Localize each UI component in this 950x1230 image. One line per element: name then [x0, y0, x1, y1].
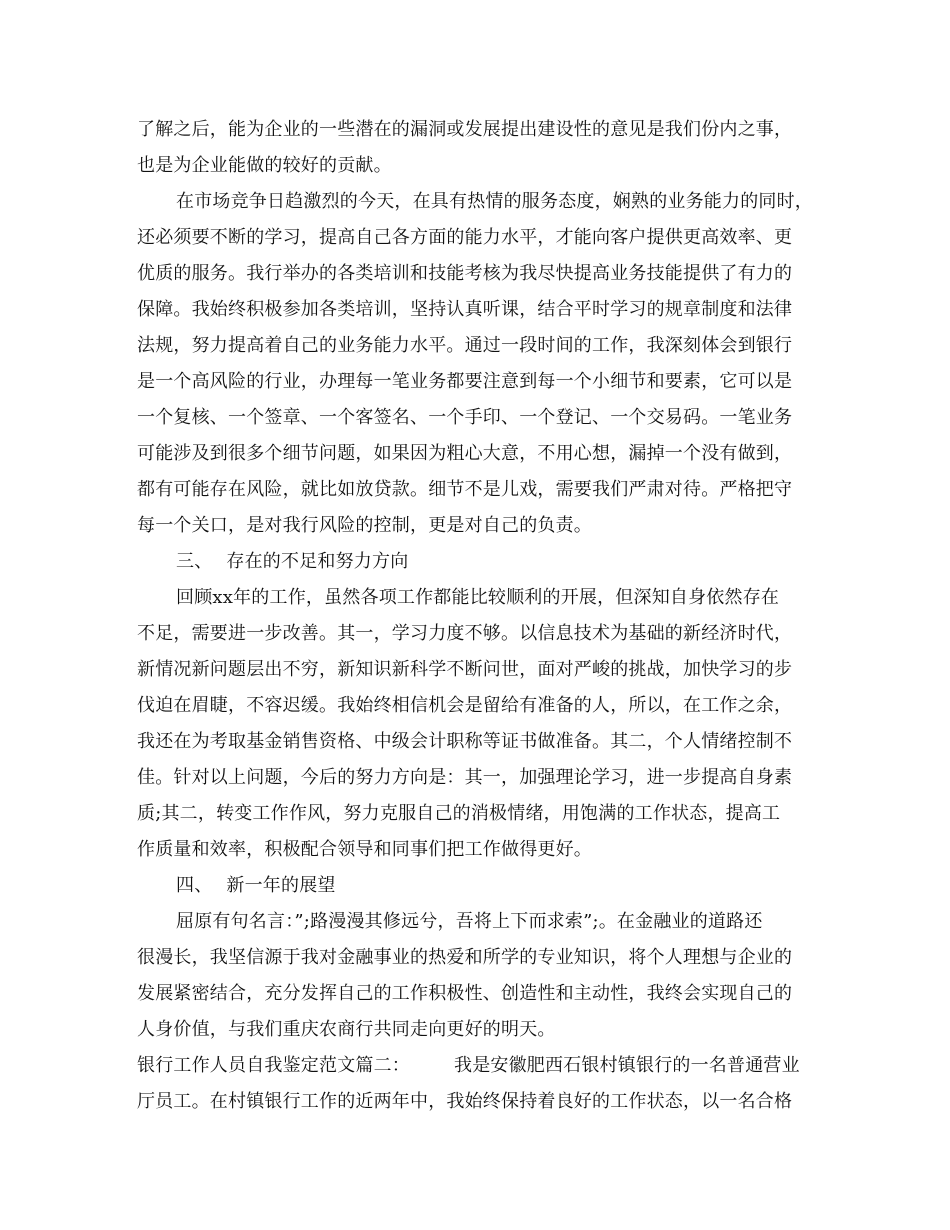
section-heading-3 — [176, 550, 408, 574]
paragraph-line: 了解之后，能为企业的一些潜在的漏洞或发展提出建设性的意见是我们份内之事， — [137, 119, 793, 140]
paragraph-line: 质;其二，转变工作作风，努力克服自己的消极情绪，用饱满的工作状态，提高工 — [137, 803, 781, 824]
paragraph-line: 人身价值，与我们重庆农商行共同走向更好的明天。 — [137, 1019, 556, 1040]
paragraph-line: 还必须要不断的学习，提高自己各方面的能力水平，才能向客户提供更高效率、更 — [137, 227, 793, 248]
paragraph-line: 可能涉及到很多个细节问题，如果因为粗心大意，不用心想，漏掉一个没有做到， — [137, 443, 793, 464]
paragraph-line: 优质的服务。我行举办的各类培训和技能考核为我尽快提高业务技能提供了有力的 — [137, 263, 793, 284]
paragraph-line: 很漫长，我坚信源于我对金融事业的热爱和所学的专业知识，将个人理想与企业的 — [137, 947, 793, 968]
paragraph-line: 都有可能存在风险，就比如放贷款。细节不是儿戏，需要我们严肃对待。严格把守 — [137, 479, 793, 500]
paragraph-line: 每一个关口，是对我行风险的控制，更是对自己的负责。 — [137, 515, 592, 536]
paragraph-line: 在市场竞争日趋激烈的今天，在具有热情的服务态度，娴熟的业务能力的同时， — [176, 191, 813, 212]
paragraph-line: 佳。针对以上问题，今后的努力方向是：其一，加强理论学习，进一步提高自身素 — [137, 767, 793, 788]
paragraph-line: 作质量和效率，积极配合领导和同事们把工作做得更好。 — [137, 839, 592, 860]
section-two-title: 银行工作人员自我鉴定范文篇二： — [137, 1055, 410, 1076]
paragraph-line: 是一个高风险的行业，办理每一笔业务都要注意到每一个小细节和要素，它可以是 — [137, 371, 793, 392]
paragraph-line: 不足，需要进一步改善。其一，学习力度不够。以信息技术为基础的新经济时代， — [137, 623, 793, 644]
paragraph-line: 发展紧密结合，充分发挥自己的工作积极性、创造性和主动性，我终会实现自己的 — [137, 983, 793, 1004]
heading-number: 四、 — [176, 875, 213, 896]
section-heading-4 — [176, 874, 336, 898]
paragraph-line: 屈原有句名言：”;路漫漫其修远兮，吾将上下而求索”;。在金融业的道路还 — [176, 911, 763, 932]
section-two-line — [137, 1054, 800, 1078]
paragraph-line: 新情况新问题层出不穷，新知识新科学不断问世，面对严峻的挑战，加快学习的步 — [137, 659, 793, 680]
paragraph-line: 伐迫在眉睫，不容迟缓。我始终相信机会是留给有准备的人，所以，在工作之余， — [137, 695, 793, 716]
paragraph-line: 一个复核、一个签章、一个客签名、一个手印、一个登记、一个交易码。一笔业务 — [137, 407, 793, 428]
section-two-text: 我是安徽肥西石银村镇银行的一名普通营业 — [454, 1055, 800, 1076]
paragraph-line: 也是为企业能做的较好的贡献。 — [137, 155, 392, 176]
paragraph-line: 厅员工。在村镇银行工作的近两年中，我始终保持着良好的工作状态，以一名合格 — [137, 1091, 793, 1112]
paragraph-line: 法规，努力提高着自己的业务能力水平。通过一段时间的工作，我深刻体会到银行 — [137, 335, 793, 356]
heading-text: 存在的不足和努力方向 — [226, 551, 409, 572]
heading-number: 三、 — [176, 551, 213, 572]
paragraph-line: 回顾xx年的工作，虽然各项工作都能比较顺利的开展，但深知自身依然存在 — [176, 587, 780, 608]
paragraph-line: 我还在为考取基金销售资格、中级会计职称等证书做准备。其二，个人情绪控制不 — [137, 731, 793, 752]
paragraph-line: 保障。我始终积极参加各类培训，坚持认真听课，结合平时学习的规章制度和法律 — [137, 299, 793, 320]
heading-text: 新一年的展望 — [226, 875, 336, 896]
